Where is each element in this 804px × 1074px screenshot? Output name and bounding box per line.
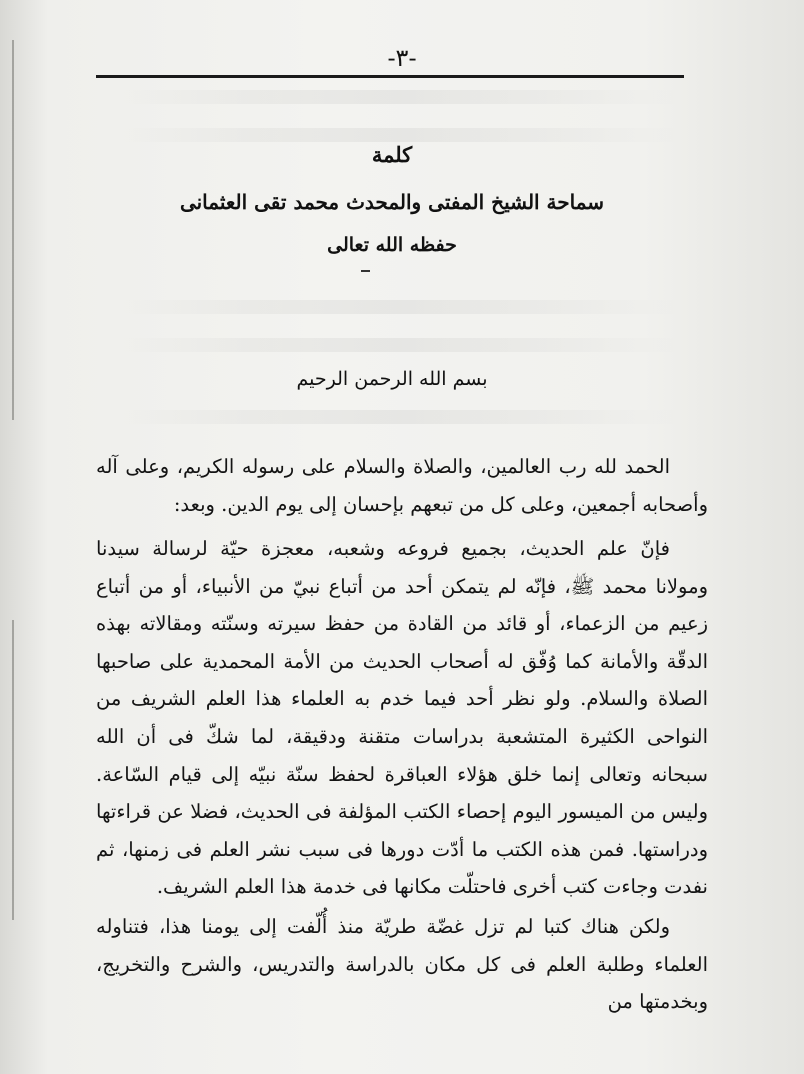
header-rule	[96, 75, 684, 78]
separator-dash	[361, 270, 370, 272]
paragraph-opening	[96, 448, 708, 523]
paragraph-text: فإنّ علم الحديث، بجميع فروعه وشعبه، معجزة حيّة لرسالة سيدنا ومولانا محمد ﷺ، فإنّه لم يتمكن أحد من أتباع نبيّ من الأنبياء، أو من أتباع زعيم من الزعماء، أو قائد من القادة من حفظ سيرته وسنّته ومقالاته بهذه الدقّة والأمانة كما وُفّق له أصحاب الحديث من الأمة المحمدية على صاحبها الصلاة والسلام. ولو نظر أحد فيما خدم به العلماء هذا العلم الشريف من النواحى الكثيرة المتشعبة بدراسات متقنة ودقيقة، لما شكّ فى أن الله سبحانه وتعالى إنما خلق هؤلاء العباقرة لحفظ سنّة نبيّه إلى قيام السّاعة. وليس من الميسور اليوم إحصاء الكتب المؤلفة فى الحديث، فضلا عن قراءتها ودراستها. فمن هذه الكتب ما أدّت دورها فى سبب نشر العلم فى زمنها، ثم نفدت وجاءت كتب أخرى فاحتلّت مكانها فى خدمة هذا العلم الشريف.	[96, 537, 708, 899]
page-edge-mark	[12, 40, 14, 420]
show-through	[120, 90, 680, 104]
show-through	[120, 128, 680, 142]
page-number: -٣-	[387, 44, 417, 72]
page-edge-mark	[12, 620, 14, 920]
show-through	[120, 410, 680, 424]
heading-author-name: سماحة الشيخ المفتى والمحدث محمد تقى العثمانى	[179, 190, 605, 214]
paragraph-hadith-science	[96, 530, 708, 906]
heading-title: كلمة	[371, 142, 413, 167]
paragraph-text: الحمد لله رب العالمين، والصلاة والسلام على رسوله الكريم، وعلى آله وأصحابه أجمعين، وعلى كل من تبعهم بإحسان إلى يوم الدين. وبعد:	[96, 455, 708, 516]
show-through	[120, 338, 680, 352]
paragraph-enduring-books	[96, 908, 708, 1021]
basmala: بسم الله الرحمن الرحيم	[296, 368, 488, 390]
show-through	[120, 300, 680, 314]
heading-blessing: حفظه الله تعالى	[327, 234, 457, 256]
paragraph-text: ولكن هناك كتبا لم تزل غضّة طريّة منذ أُلّفت إلى يومنا هذا، فتناوله العلماء وطلبة العلم فى كل مكان بالدراسة والتدريس، والشرح والتخريج، وبخدمتها من	[96, 915, 708, 1014]
